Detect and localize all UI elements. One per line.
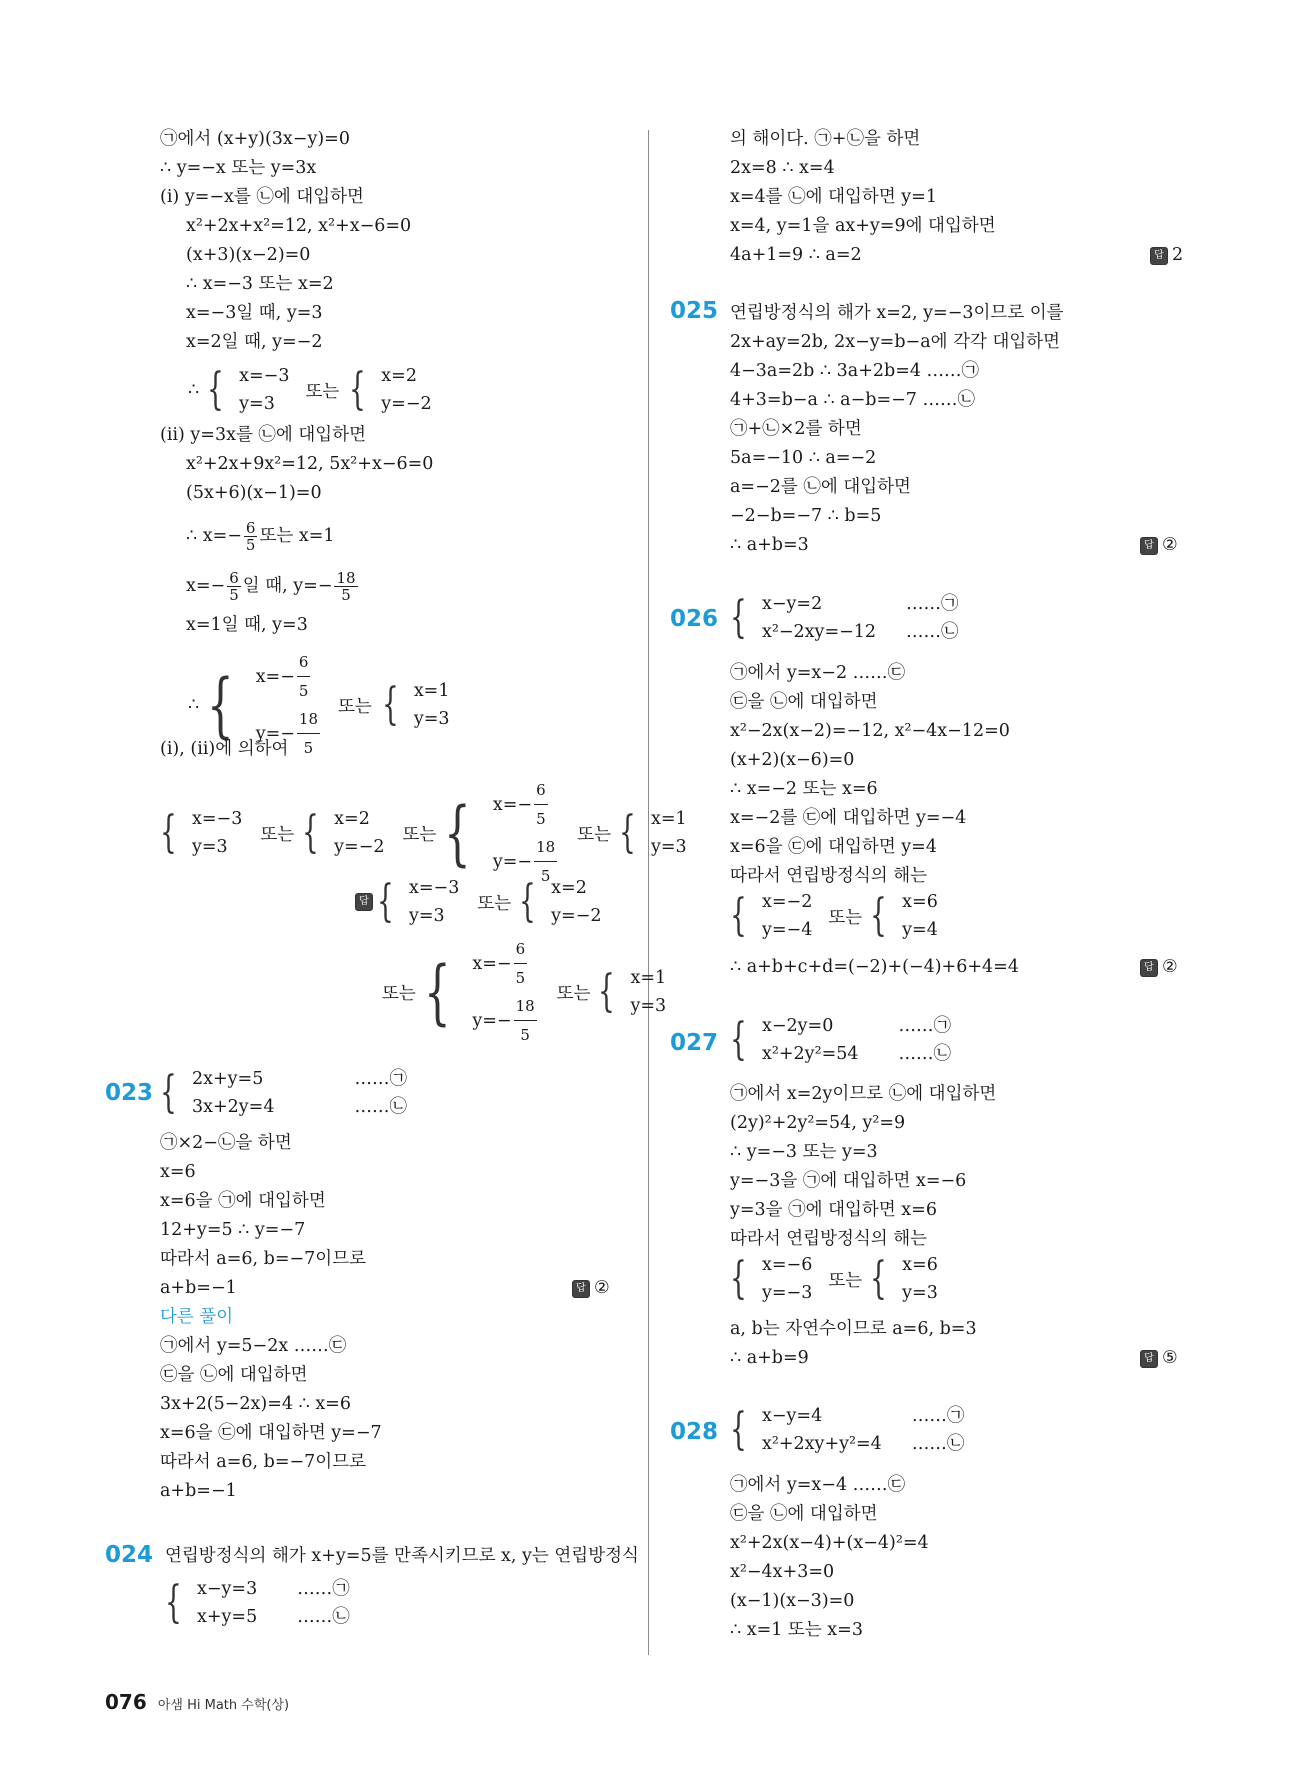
solution-line: ∴ y=−x 또는 y=3x <box>160 158 317 178</box>
final-result-row1 <box>160 776 687 890</box>
numerator: 6 <box>245 518 256 537</box>
denominator: 5 <box>536 810 546 828</box>
denominator: 5 <box>515 969 526 987</box>
text: y=− <box>255 723 295 744</box>
solution-line: 따라서 연립방정식의 해는 <box>730 866 928 886</box>
eq-tag: ……㉡ <box>898 1044 952 1064</box>
sys-row: x=2 <box>381 366 417 386</box>
solution-line: x=6을 ㉢에 대입하면 y=4 <box>730 837 937 857</box>
numerator: 18 <box>297 705 320 734</box>
solution-line: a+b=−1 <box>160 1278 237 1298</box>
answer-value: 2 <box>1172 245 1184 265</box>
system-027 <box>730 1012 951 1068</box>
problem-number-027: 027 <box>670 1030 719 1056</box>
solution-line: (x+3)(x−2)=0 <box>186 245 311 265</box>
solution-line: ∴ x=−3 또는 x=2 <box>186 274 334 294</box>
solution-line: ㉠에서 (x+y)(3x−y)=0 <box>160 129 350 149</box>
solution-line: x=6을 ㉢에 대입하면 y=−7 <box>160 1423 382 1443</box>
solution-line: 따라서 연립방정식의 해는 <box>730 1229 928 1249</box>
sys-row: y=3 <box>413 709 450 729</box>
solution-line: 2x+ay=2b, 2x−y=b−a에 각각 대입하면 <box>730 332 1061 352</box>
solution-line: ㉠×2−㉡을 하면 <box>160 1133 292 1153</box>
problem-number-028: 028 <box>670 1419 719 1445</box>
solution-line: ∴ a+b=9 <box>730 1348 809 1368</box>
sys-row: x²+2xy+y²=4 <box>762 1434 882 1454</box>
sys-row: x=6 <box>902 1255 938 1275</box>
answer-value: ② <box>594 1278 610 1298</box>
sys-row <box>472 992 538 1049</box>
answer-value: ⑤ <box>1162 1348 1178 1368</box>
solution-line: 3x+2(5−2x)=4 ∴ x=6 <box>160 1394 351 1414</box>
case2-solution <box>160 518 335 554</box>
sys-row: y=−3 <box>762 1283 813 1303</box>
answer-mark-icon: 답 <box>572 1280 590 1298</box>
left-brace: { <box>444 792 472 874</box>
or-text: 또는 <box>828 907 863 928</box>
system-026 <box>730 590 959 646</box>
solution-line: ㉠에서 y=5−2x ……㉢ <box>160 1336 347 1356</box>
answer-mark-icon: 답 <box>1140 1350 1158 1368</box>
case1-result <box>188 362 432 418</box>
denominator: 5 <box>229 585 239 604</box>
sys-row: x+y=5 <box>197 1607 258 1627</box>
solution-line: 4+3=b−a ∴ a−b=−7 ……㉡ <box>730 390 975 410</box>
solution-line: x=1일 때, y=3 <box>186 615 308 635</box>
system-024 <box>165 1575 350 1631</box>
solution-line: x=2일 때, y=−2 <box>186 332 323 352</box>
sys-row: x²−2xy=−12 <box>762 622 877 642</box>
sys-row: x−y=2 <box>762 594 823 614</box>
text: x=− <box>255 666 295 687</box>
answer-mark-icon: 답 <box>1150 247 1168 265</box>
solution-line: (x+2)(x−6)=0 <box>730 750 855 770</box>
sys-row: y=−2 <box>551 906 602 926</box>
eq-tag: ……㉠ <box>911 1406 965 1426</box>
eq-tag: ……㉠ <box>898 1016 952 1036</box>
solution-line: ㉢을 ㉡에 대입하면 <box>730 692 878 712</box>
text: y=− <box>472 1010 512 1031</box>
sys-row <box>256 648 322 705</box>
denominator: 5 <box>245 535 256 554</box>
numerator: 6 <box>297 648 311 677</box>
or-text: 또는 <box>577 824 611 845</box>
solution-line: x=4를 ㉡에 대입하면 y=1 <box>730 187 937 207</box>
solution-line: 연립방정식의 해가 x=2, y=−3이므로 이를 <box>730 303 1064 323</box>
left-brace: { <box>619 807 636 858</box>
or-text: 또는 <box>828 1270 863 1291</box>
left-brace: { <box>870 890 887 941</box>
sys-row: y=−2 <box>381 394 432 414</box>
left-brace: { <box>730 592 747 643</box>
problem-number-026: 026 <box>670 606 719 632</box>
solution-line: y=−3을 ㉠에 대입하면 x=−6 <box>730 1171 967 1191</box>
answer-mark-icon: 답 <box>1140 959 1158 977</box>
solution-line: 4a+1=9 ∴ a=2 <box>730 245 862 265</box>
solution-line: 따라서 a=6, b=−7이므로 <box>160 1249 367 1269</box>
sys-row: x=6 <box>902 892 938 912</box>
denominator: 5 <box>540 867 551 885</box>
problem-intro: 연립방정식의 해가 x+y=5를 만족시키므로 x, y는 연립방정식 <box>165 1546 639 1566</box>
solution-line: 5a=−10 ∴ a=−2 <box>730 448 877 468</box>
text: x=− <box>472 953 512 974</box>
sys-row: y=3 <box>630 996 667 1016</box>
sys-row: x=1 <box>630 968 667 988</box>
page-number: 076 <box>105 1690 147 1714</box>
denominator: 5 <box>298 682 309 700</box>
therefore-symbol: ∴ <box>188 380 200 400</box>
therefore-symbol: ∴ <box>188 695 200 715</box>
sys-row <box>493 776 559 833</box>
eq-tag: ……㉠ <box>906 594 959 614</box>
numerator: 18 <box>534 833 557 862</box>
or-text: 또는 <box>338 696 372 717</box>
left-brace: { <box>160 1067 177 1118</box>
or-text: 또는 <box>382 983 416 1004</box>
book-title: 아샘 Hi Math 수학(상) <box>157 1698 290 1713</box>
sys-row: y=3 <box>239 394 275 414</box>
fraction <box>534 776 548 833</box>
eq-tag: ……㉡ <box>354 1097 407 1117</box>
sys-row: y=−2 <box>334 837 385 857</box>
solution-line: x²+2x+9x²=12, 5x²+x−6=0 <box>186 454 434 474</box>
solution-line: ∴ y=−3 또는 y=3 <box>730 1142 878 1162</box>
left-brace: { <box>302 807 319 858</box>
solution-line: x²−4x+3=0 <box>730 1562 835 1582</box>
or-text: 또는 <box>402 824 437 845</box>
left-brace: { <box>870 1253 887 1304</box>
left-brace: { <box>730 890 747 941</box>
sys-row: x=2 <box>551 878 587 898</box>
numerator: 6 <box>229 568 239 587</box>
sys-row: x−2y=0 <box>762 1016 834 1036</box>
solution-line: ∴ a+b=3 <box>730 535 809 555</box>
or-text: 또는 <box>305 381 340 402</box>
sys-row: y=−4 <box>762 920 813 940</box>
solution-line: x=6 <box>160 1162 196 1182</box>
sys-row: x=−3 <box>409 878 460 898</box>
sys-row: x−y=4 <box>762 1406 823 1426</box>
solution-line: x²+2x+x²=12, x²+x−6=0 <box>186 216 412 236</box>
fraction <box>297 705 320 762</box>
sys-row: y=4 <box>902 920 938 940</box>
or-text: 또는 <box>477 893 512 914</box>
answer-mark-icon: 답 <box>355 893 373 911</box>
left-brace: { <box>730 1014 747 1065</box>
denominator: 5 <box>520 1026 530 1044</box>
final-answer-row1 <box>355 874 602 930</box>
sys-row: y=3 <box>192 837 228 857</box>
sys-row: x²+2y²=54 <box>762 1044 859 1064</box>
eq-tag: ……㉡ <box>906 622 959 642</box>
problem-number-025: 025 <box>670 298 719 324</box>
sys-row: x=1 <box>413 681 450 701</box>
text: x=− <box>492 794 533 815</box>
sys-row: x=2 <box>334 809 370 829</box>
sys-row: x=1 <box>651 809 687 829</box>
solution-line: x=6을 ㉠에 대입하면 <box>160 1191 326 1211</box>
sys-row: y=3 <box>409 906 445 926</box>
system-028 <box>730 1402 964 1458</box>
left-brace: { <box>730 1404 747 1455</box>
problem-number-024: 024 <box>105 1542 154 1568</box>
text: x=− <box>186 576 226 596</box>
solution-line: (x−1)(x−3)=0 <box>730 1591 855 1611</box>
sys-row: x=−6 <box>762 1255 813 1275</box>
alt-solution-title: 다른 풀이 <box>160 1307 234 1327</box>
solution-line: (5x+6)(x−1)=0 <box>186 483 322 503</box>
solution-line: −2−b=−7 ∴ b=5 <box>730 506 882 526</box>
solution-line: 따라서 a=6, b=−7이므로 <box>160 1452 367 1472</box>
solution-line: a=−2를 ㉡에 대입하면 <box>730 477 911 497</box>
solution-line: (ⅰ) y=−x를 ㉡에 대입하면 <box>160 187 364 207</box>
left-brace: { <box>598 966 616 1017</box>
text: y=− <box>492 851 533 872</box>
left-brace: { <box>519 876 536 927</box>
column-divider <box>648 130 649 1655</box>
solution-line: 2x=8 ∴ x=4 <box>730 158 835 178</box>
solution-line: ㉠+㉡×2를 하면 <box>730 419 862 439</box>
text: ∴ x=− <box>186 526 242 546</box>
solution-line: ∴ x=1 또는 x=3 <box>730 1620 863 1640</box>
problem-number-023: 023 <box>105 1080 154 1106</box>
left-brace: { <box>423 951 451 1033</box>
sys-row: 3x+2y=4 <box>192 1097 275 1117</box>
solution-line: x²+2x(x−4)+(x−4)²=4 <box>730 1533 929 1553</box>
fraction <box>297 648 311 705</box>
solution-line: x=−2를 ㉢에 대입하면 y=−4 <box>730 808 967 828</box>
fraction <box>514 992 537 1049</box>
eq-tag: ……㉠ <box>297 1579 350 1599</box>
result-026 <box>730 888 938 944</box>
denominator: 5 <box>303 739 314 757</box>
answer-023 <box>572 1277 610 1299</box>
sys-row: 2x+y=5 <box>192 1069 264 1089</box>
sys-row: x−y=3 <box>197 1579 258 1599</box>
page-footer <box>105 1690 289 1714</box>
answer-value: ② <box>1162 957 1178 977</box>
left-brace: { <box>730 1253 747 1304</box>
numerator: 18 <box>336 568 356 587</box>
left-brace: { <box>207 364 224 415</box>
solution-line: a, b는 자연수이므로 a=6, b=3 <box>730 1319 977 1339</box>
eq-tag: ……㉡ <box>297 1607 350 1627</box>
answer-value: ② <box>1162 535 1178 555</box>
answer-mark-icon: 답 <box>1140 537 1158 555</box>
solution-line: ∴ x=−2 또는 x=6 <box>730 779 878 799</box>
denominator: 5 <box>341 585 351 604</box>
fraction <box>514 935 528 992</box>
fraction <box>227 570 241 603</box>
solution-line: (2y)²+2y²=54, y²=9 <box>730 1113 906 1133</box>
result-027 <box>730 1251 938 1307</box>
answer-026 <box>1140 956 1178 978</box>
text: 또는 x=1 <box>259 526 335 546</box>
solution-line: x²−2x(x−2)=−12, x²−4x−12=0 <box>730 721 1010 741</box>
solution-line: 4−3a=2b ∴ 3a+2b=4 ……㉠ <box>730 361 980 381</box>
solution-line: y=3을 ㉠에 대입하면 x=6 <box>730 1200 937 1220</box>
left-brace: { <box>207 664 234 746</box>
final-answer-row2 <box>382 935 666 1049</box>
left-brace: { <box>160 807 177 858</box>
eq-tag: ……㉡ <box>911 1434 965 1454</box>
left-brace: { <box>165 1577 182 1628</box>
sys-row <box>472 935 538 992</box>
answer-024 <box>1150 244 1183 266</box>
numerator: 6 <box>534 776 548 805</box>
solution-line: (ⅱ) y=3x를 ㉡에 대입하면 <box>160 425 367 445</box>
solution-line: ㉠에서 y=x−4 ……㉢ <box>730 1475 906 1495</box>
solution-line: ㉠에서 y=x−2 ……㉢ <box>730 663 906 683</box>
numerator: 18 <box>514 992 537 1021</box>
sys-row: x=−3 <box>192 809 243 829</box>
or-text: 또는 <box>260 824 295 845</box>
fraction <box>334 570 357 603</box>
eq-tag: ……㉠ <box>354 1069 407 1089</box>
system-023 <box>160 1065 407 1121</box>
solution-line: 12+y=5 ∴ y=−7 <box>160 1220 306 1240</box>
solution-line: ㉢을 ㉡에 대입하면 <box>730 1504 878 1524</box>
answer-027 <box>1140 1347 1178 1369</box>
fraction <box>244 520 258 553</box>
answer-025 <box>1140 534 1178 556</box>
solution-line: x=4, y=1을 ax+y=9에 대입하면 <box>730 216 996 236</box>
solution-line: x=−3일 때, y=3 <box>186 303 323 323</box>
solution-line: ㉠에서 x=2y이므로 ㉡에 대입하면 <box>730 1084 997 1104</box>
solution-line: ∴ a+b+c+d=(−2)+(−4)+6+4=4 <box>730 957 1019 977</box>
text: 일 때, y=− <box>242 576 333 596</box>
left-brace: { <box>381 679 399 730</box>
solution-line: a+b=−1 <box>160 1481 237 1501</box>
sys-row: y=3 <box>902 1283 938 1303</box>
left-brace: { <box>377 876 394 927</box>
numerator: 6 <box>514 935 528 964</box>
solution-line: ㉢을 ㉡에 대입하면 <box>160 1365 308 1385</box>
sys-row: y=3 <box>651 837 687 857</box>
solution-line: (ⅰ), (ⅱ)에 의하여 <box>160 739 289 759</box>
sys-row: x=−3 <box>239 366 290 386</box>
or-text: 또는 <box>556 983 591 1004</box>
case2-when1 <box>160 568 360 604</box>
left-brace: { <box>349 364 367 415</box>
sys-row: x=−2 <box>762 892 813 912</box>
solution-line: 의 해이다. ㉠+㉡을 하면 <box>730 129 921 149</box>
